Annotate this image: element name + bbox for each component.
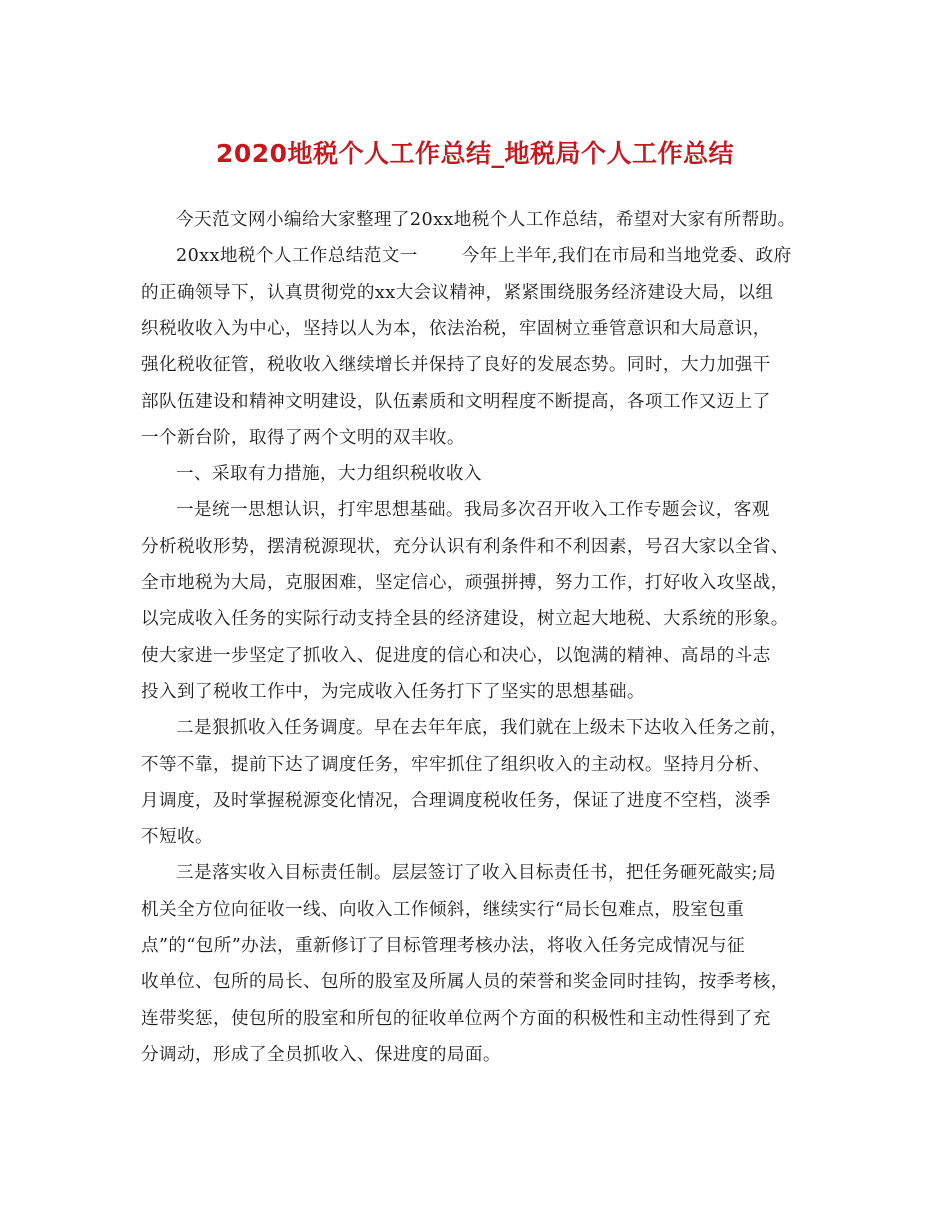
document-title: 2020地税个人工作总结_地税局个人工作总结 <box>215 139 735 168</box>
paragraph-line: 以完成收入任务的实际行动支持全县的经济建设，树立起大地税、大系统的形象。 <box>141 609 789 629</box>
paragraph-line: 机关全方位向征收一线、向收入工作倾斜，继续实行“局长包难点，股室包重 <box>141 900 745 920</box>
paragraph-line: 投入到了税收工作中，为完成收入任务打下了坚实的思想基础。 <box>141 682 645 702</box>
paragraph-line: 织税收收入为中心，坚持以人为本，依法治税，牢固树立垂管意识和大局意识， <box>141 319 771 339</box>
paragraph-line: 不短收。 <box>141 827 213 847</box>
section-heading: 20xx地税个人工作总结范文一 <box>176 246 418 266</box>
paragraph-line: 不等不靠，提前下达了调度任务，牢牢抓住了组织收入的主动权。坚持月分析、 <box>141 755 771 775</box>
paragraph-line: 三是落实收入目标责任制。层层签订了收入目标责任书，把任务砸死敲实;局 <box>176 863 777 883</box>
paragraph-line: 一是统一思想认识，打牢思想基础。我局多次召开收入工作专题会议，客观 <box>176 500 770 520</box>
paragraph-text: 今年上半年,我们在市局和当地党委、政府 <box>461 246 792 266</box>
paragraph-line: 连带奖惩，使包所的股室和所包的征收单位两个方面的积极性和主动性得到了充 <box>141 1009 771 1029</box>
section-heading: 一、采取有力措施，大力组织税收收入 <box>176 464 482 484</box>
paragraph-line: 月调度，及时掌握税源变化情况，合理调度税收任务，保证了进度不空档，淡季 <box>141 791 771 811</box>
paragraph-line: 一个新台阶，取得了两个文明的双丰收。 <box>141 428 465 448</box>
paragraph-line: 使大家进一步坚定了抓收入、促进度的信心和决心，以饱满的精神、高昂的斗志 <box>141 646 771 666</box>
paragraph-line <box>176 245 792 267</box>
paragraph-line: 部队伍建设和精神文明建设，队伍素质和文明程度不断提高，各项工作又迈上了 <box>141 392 771 412</box>
paragraph-line: 今天范文网小编给大家整理了20xx地税个人工作总结，希望对大家有所帮助。 <box>176 210 796 230</box>
paragraph-line: 分调动，形成了全员抓收入、保进度的局面。 <box>141 1045 501 1065</box>
paragraph-line: 强化税收征管，税收收入继续增长并保持了良好的发展态势。同时，大力加强干 <box>141 355 771 375</box>
paragraph-line: 二是狠抓收入任务调度。早在去年年底，我们就在上级未下达收入任务之前， <box>176 718 788 738</box>
paragraph-line: 的正确领导下，认真贯彻党的xx大会议精神，紧紧围绕服务经济建设大局，以组 <box>141 283 774 303</box>
paragraph-line: 点”的“包所”办法，重新修订了目标管理考核办法，将收入任务完成情况与征 <box>141 936 745 956</box>
paragraph-line: 全市地税为大局，克服困难，坚定信心，顽强拼搏，努力工作，打好收入攻坚战， <box>141 573 789 593</box>
paragraph-line: 分析税收形势，摆清税源现状，充分认识有利条件和不利因素，号召大家以全省、 <box>141 537 789 557</box>
paragraph-line: 收单位、包所的局长、包所的股室及所属人员的荣誉和奖金同时挂钩，按季考核， <box>141 972 789 992</box>
